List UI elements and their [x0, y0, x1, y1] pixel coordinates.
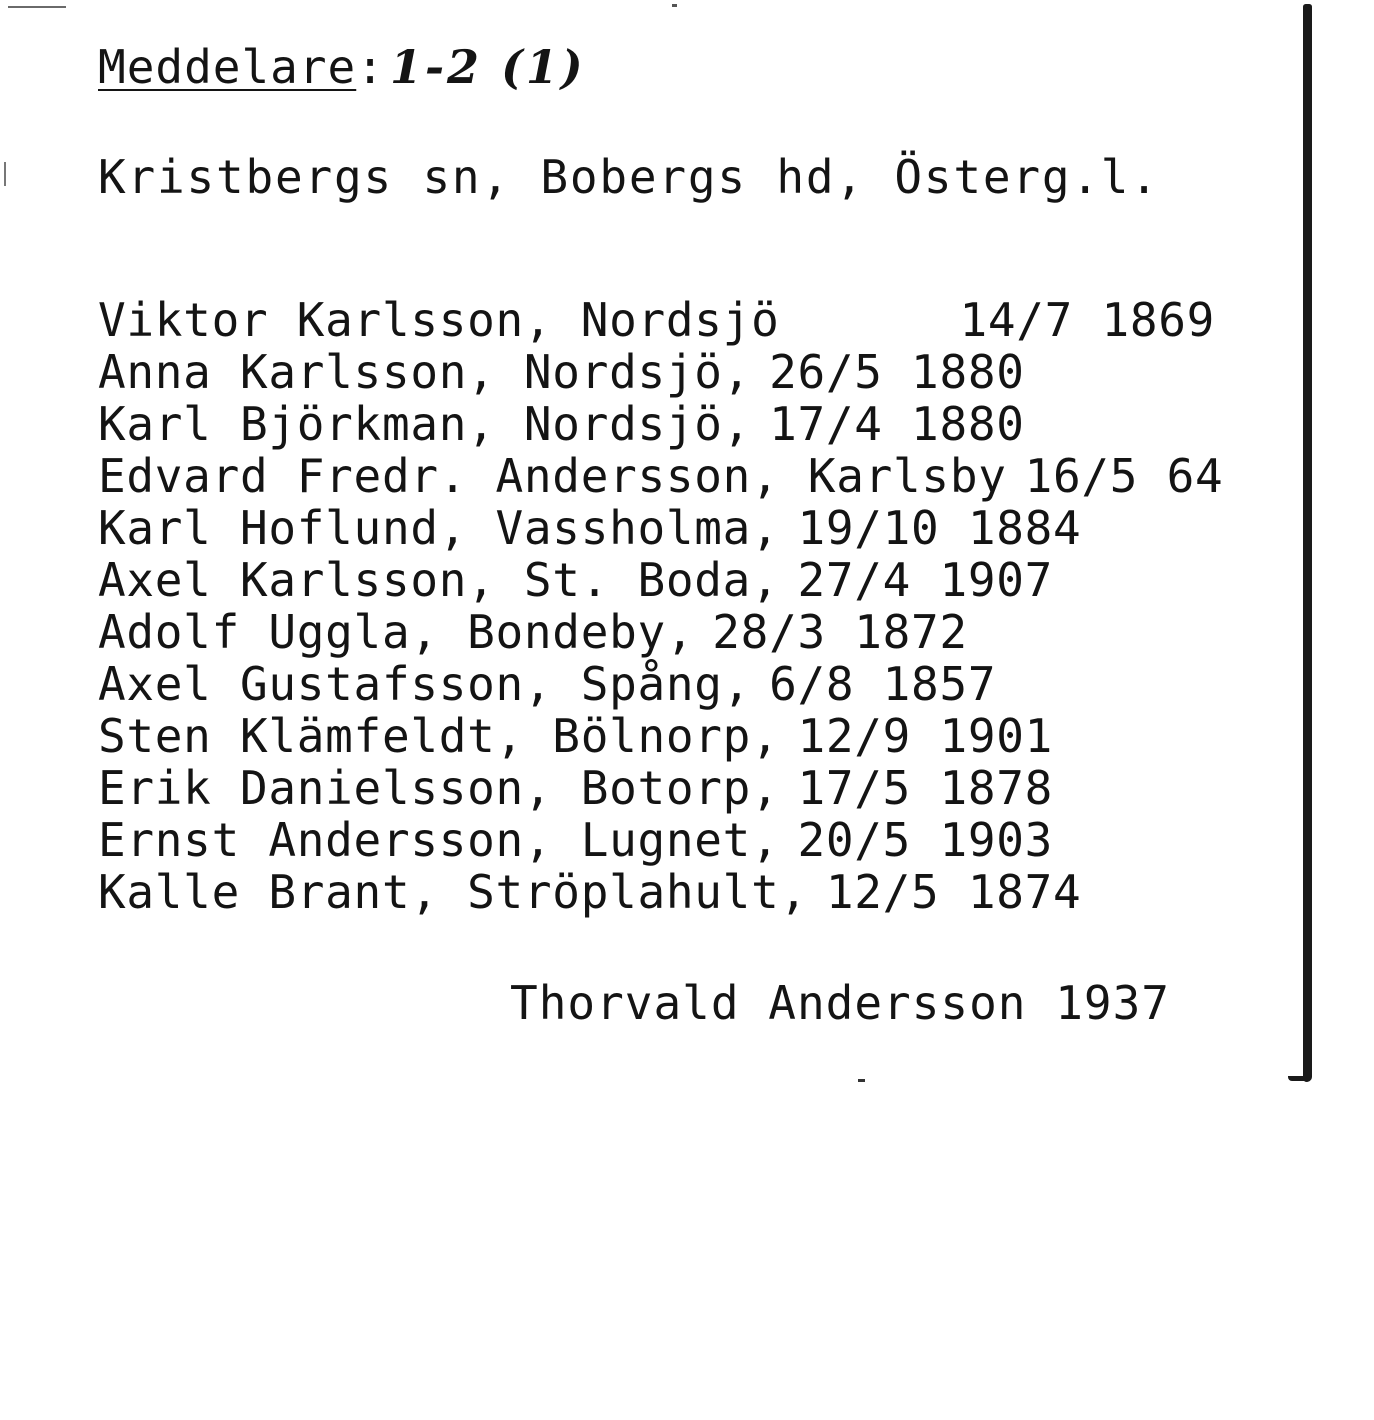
entry-date: 26/5 1880 [769, 345, 1025, 399]
entry-name: Karl Björkman, Nordsjö, [98, 397, 752, 451]
entry-name: Ernst Andersson, Lugnet, [98, 813, 780, 867]
informant-entry [98, 866, 1308, 918]
informant-entry [98, 710, 1308, 762]
entry-date: 19/10 1884 [797, 501, 1082, 555]
entry-name: Axel Gustafsson, Spång, [98, 657, 752, 711]
entry-date: 28/3 1872 [712, 605, 968, 659]
entry-name: Axel Karlsson, St. Boda, [98, 553, 780, 607]
card-edge-mark [0, 162, 6, 186]
informant-entry [98, 762, 1308, 814]
informant-entry [98, 398, 1308, 450]
informant-entry [98, 658, 1308, 710]
card-corner-edge [1288, 1076, 1310, 1081]
entry-name: Sten Klämfeldt, Bölnorp, [98, 709, 780, 763]
handwritten-informant-code: 1-2 (1) [389, 40, 586, 94]
entry-date: 12/5 1874 [825, 865, 1082, 919]
entry-date: 16/5 64 [1024, 449, 1224, 503]
informant-entry [98, 294, 1308, 346]
informant-entry [98, 502, 1308, 554]
informant-entry [98, 814, 1308, 866]
entry-name: Erik Danielsson, Botorp, [98, 761, 780, 815]
informant-entry [98, 554, 1308, 606]
entry-date: 6/8 1857 [769, 657, 997, 711]
collector-signature: Thorvald Andersson 1937 [510, 976, 1170, 1030]
informant-list [98, 294, 1308, 918]
entry-date: 20/5 1903 [797, 813, 1054, 867]
card-edge-mark [858, 1079, 865, 1082]
entry-date: 27/4 1907 [797, 553, 1054, 607]
informant-entry [98, 346, 1308, 398]
entry-date: 17/4 1880 [769, 397, 1025, 451]
entry-name: Anna Karlsson, Nordsjö, [98, 345, 752, 399]
card-edge-mark [8, 6, 66, 8]
entry-date: 14/7 1869 [959, 293, 1216, 347]
entry-date: 12/9 1901 [797, 709, 1054, 763]
entry-name: Edvard Fredr. Andersson, Karlsby [98, 449, 1007, 503]
informant-label: Meddelare [98, 40, 357, 94]
entry-name: Adolf Uggla, Bondeby, [98, 605, 695, 659]
entry-date: 17/5 1878 [797, 761, 1054, 815]
entry-name: Kalle Brant, Ströplahult, [98, 865, 808, 919]
informant-colon: : [356, 40, 384, 94]
card-edge-mark [672, 4, 677, 7]
entry-name: Karl Hoflund, Vassholma, [98, 501, 780, 555]
informant-entry [98, 450, 1308, 502]
informant-entry [98, 606, 1308, 658]
entry-name: Viktor Karlsson, Nordsjö [98, 293, 780, 347]
informant-header [98, 40, 586, 100]
parish-location: Kristbergs sn, Bobergs hd, Österg.l. [98, 150, 1160, 204]
